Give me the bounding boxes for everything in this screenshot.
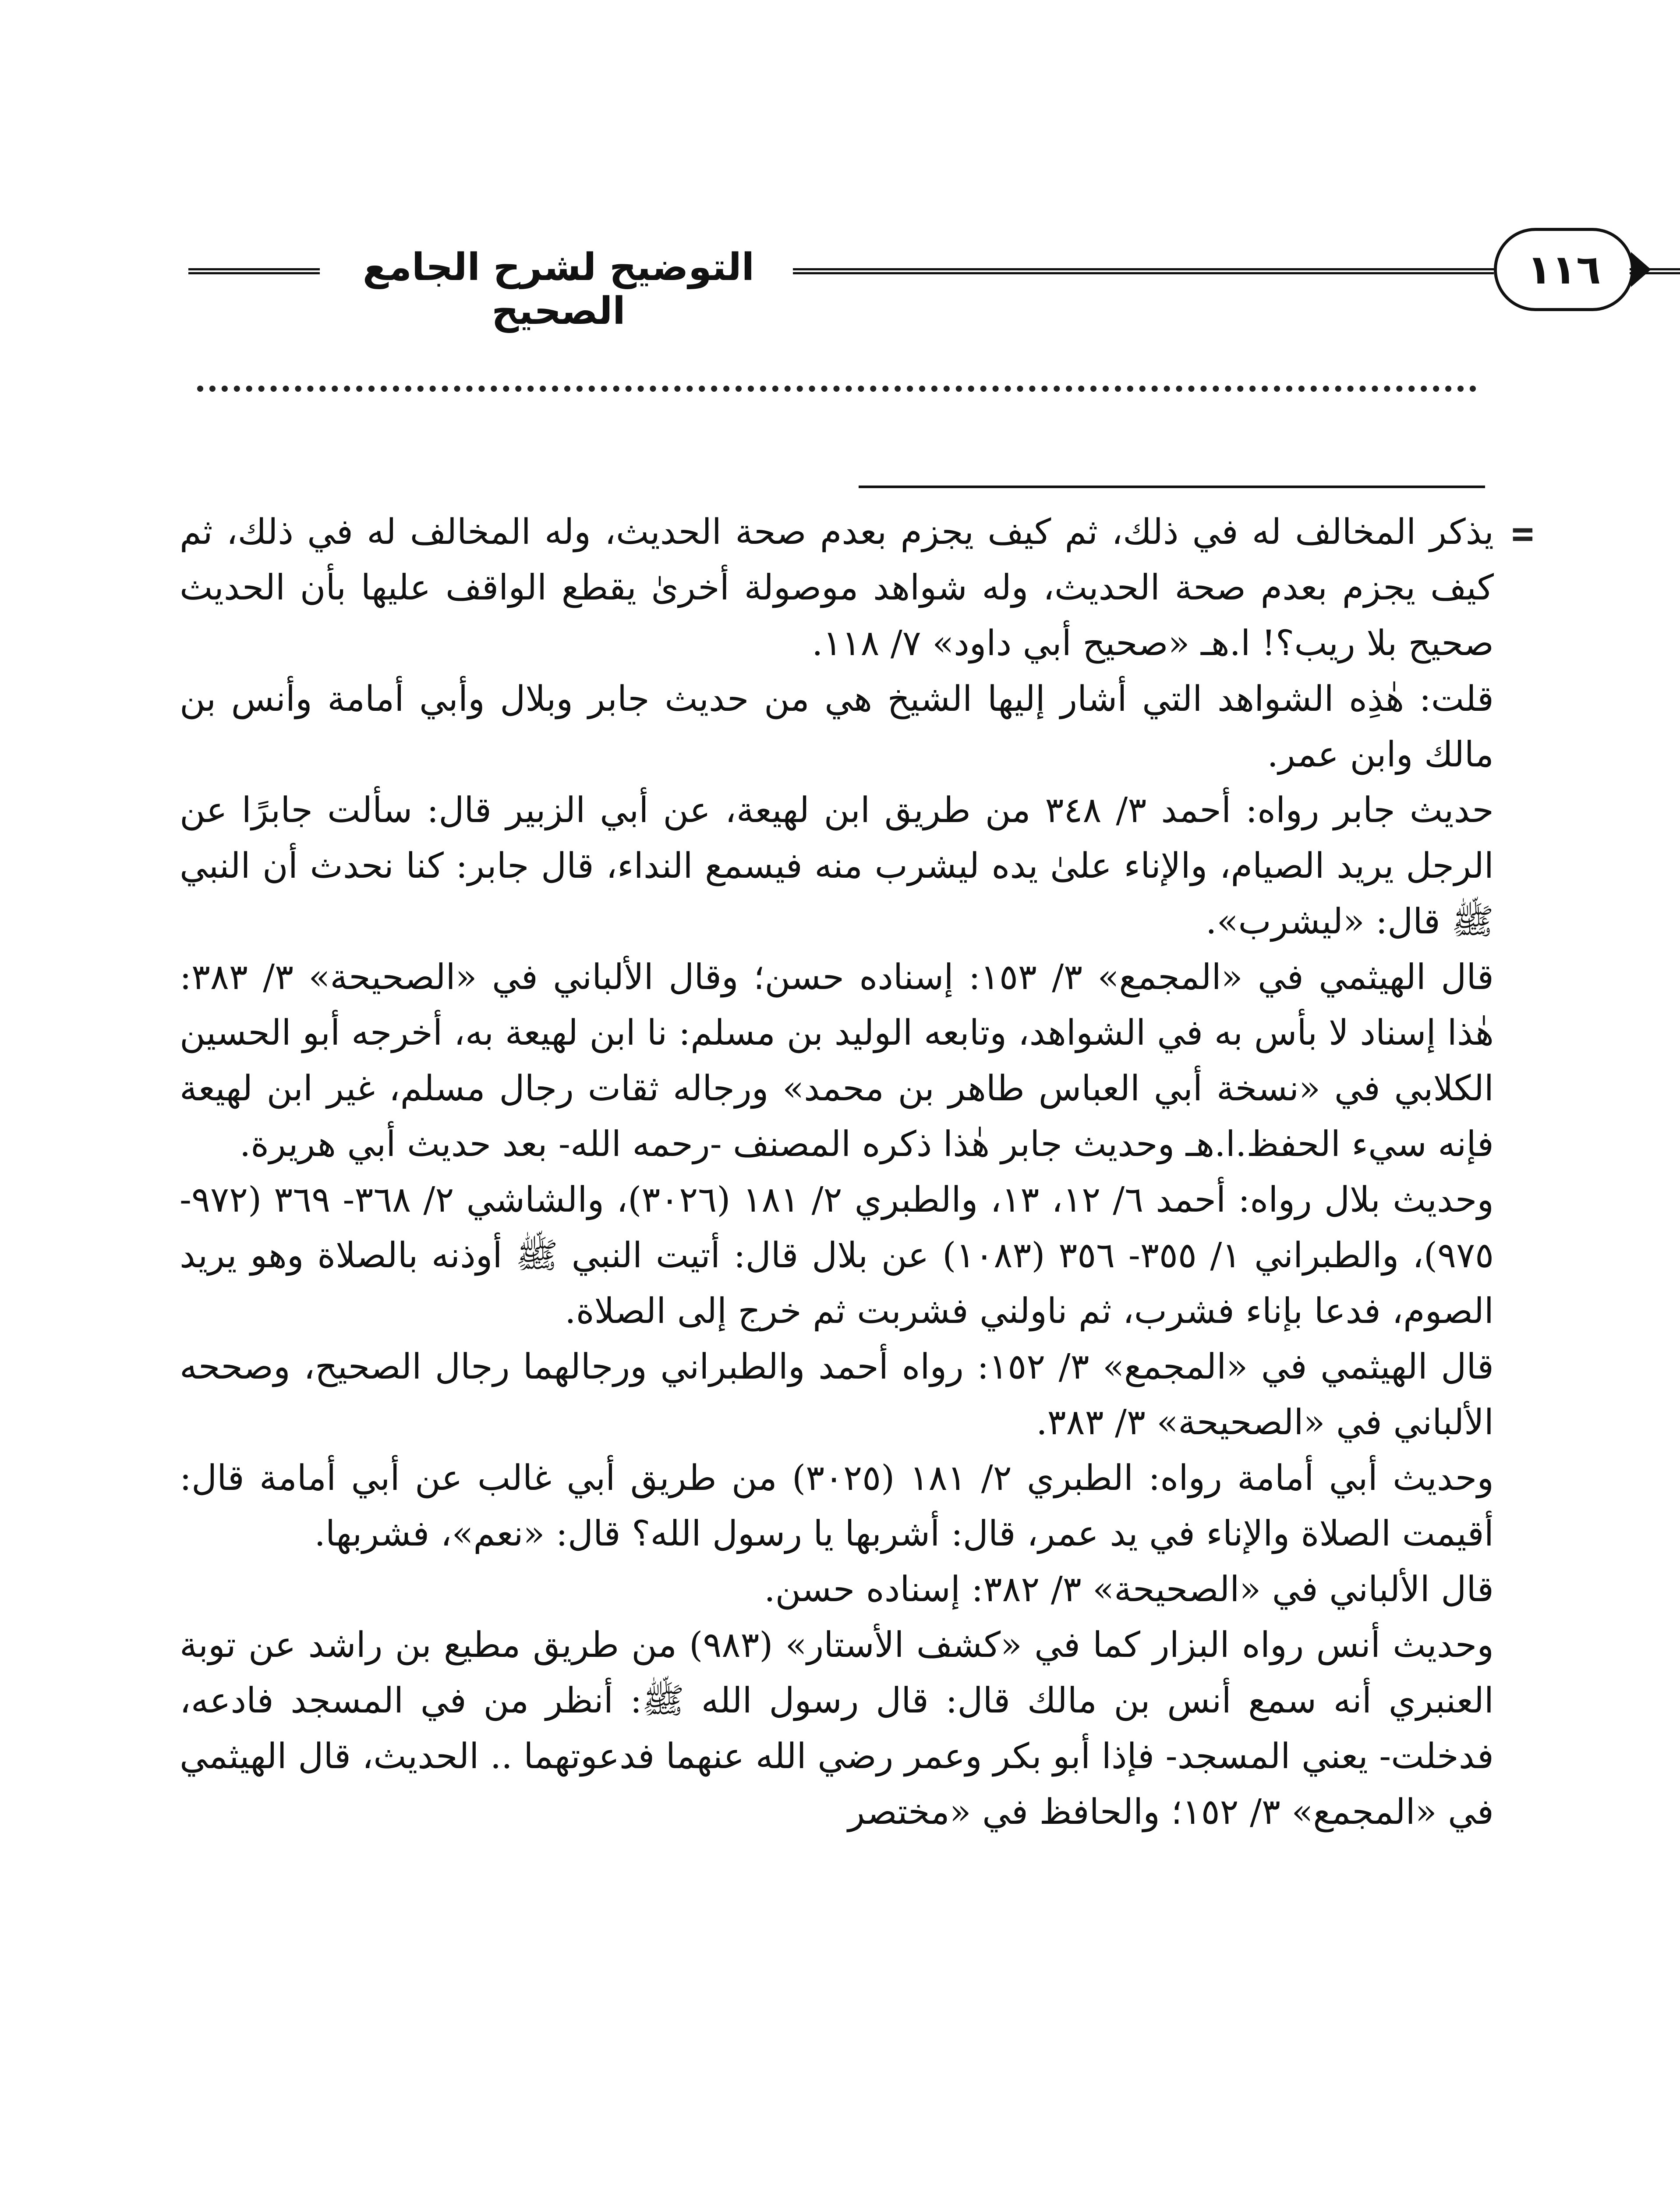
- paragraph-8: قال الألباني في «الصحيحة» ٣/ ٣٨٢: إسناده حسن.: [764, 1569, 1494, 1610]
- paragraph-7: وحديث أبي أمامة رواه: الطبري ٢/ ١٨١ (٣٠٢٥) من طريق أبي غالب عن أبي أمامة قال: أقيمت الصلاة والإناء في يد عمر، قال: أشربها يا رسول الله؟ قال: «نعم»، فشربها.: [180, 1457, 1494, 1554]
- page-header: [188, 228, 1601, 333]
- paragraph-1: يذكر المخالف له في ذلك، ثم كيف يجزم بعدم صحة الحديث، وله المخالف له في ذلك، ثم كيف يجزم بعدم صحة الحديث، وله شواهد موصولة أخرىٰ يقطع الواقف عليها بأن الحديث صحيح بلا ريب؟! ا.هـ «صحيح أبي داود» ٧/ ١١٨.: [180, 511, 1494, 663]
- header-rule-middle: [793, 268, 1494, 274]
- dotted-separator: [197, 386, 1476, 392]
- page-number: ١١٦: [1527, 246, 1601, 293]
- paragraph-3: حديث جابر رواه: أحمد ٣/ ٣٤٨ من طريق ابن لهيعة، عن أبي الزبير قال: سألت جابرًا عن الرجل يريد الصيام، والإناء علىٰ يده ليشرب منه فيسمع النداء، قال جابر: كنا نحدث أن النبي ﷺ قال: «ليشرب».: [180, 790, 1494, 942]
- paragraph-6: قال الهيثمي في «المجمع» ٣/ ١٥٢: رواه أحمد والطبراني ورجالهما رجال الصحيح، وصححه الألباني في «الصحيحة» ٣/ ٣٨٣.: [180, 1346, 1494, 1443]
- header-rule-left: [188, 268, 320, 274]
- footnote-rule: [859, 486, 1485, 488]
- running-title: التوضيح لشرح الجامع الصحيح: [362, 245, 755, 333]
- header-rule-right: [1630, 268, 1680, 274]
- paragraph-5: وحديث بلال رواه: أحمد ٦/ ١٢، ١٣، والطبري ٢/ ١٨١ (٣٠٢٦)، والشاشي ٢/ ٣٦٨- ٣٦٩ (٩٧٢- ٩٧٥)، والطبراني ١/ ٣٥٥- ٣٥٦ (١٠٨٣) عن بلال قال: أتيت النبي ﷺ أوذنه بالصلاة وهو يريد الصوم، فدعا بإناء فشرب، ثم ناولني فشربت ثم خرج إلى الصلاة.: [180, 1179, 1494, 1331]
- continuation-mark-start: =: [1511, 512, 1534, 556]
- page-number-frame: [1494, 228, 1634, 311]
- paragraph-9: وحديث أنس رواه البزار كما في «كشف الأستار» (٩٨٣) من طريق مطيع بن راشد عن توبة العنبري أنه سمع أنس بن مالك قال: قال رسول الله ﷺ: أنظر من في المسجد فادعه، فدخلت- يعني المسجد- فإذا أبو بكر وعمر رضي الله عنهما فدعوتهما .. الحديث، قال الهيثمي في «المجمع» ٣/ ١٥٢؛ والحافظ في «مختصر: [180, 1624, 1494, 1832]
- paragraph-4: قال الهيثمي في «المجمع» ٣/ ١٥٣: إسناده حسن؛ وقال الألباني في «الصحيحة» ٣/ ٣٨٣: هٰذا إسناد لا بأس به في الشواهد، وتابعه الوليد بن مسلم: نا ابن لهيعة به، أخرجه أبو الحسين الكلابي في «نسخة أبي العباس طاهر بن محمد» ورجاله ثقات رجال مسلم، غير ابن لهيعة فإنه سيء الحفظ.ا.هـ وحديث جابر هٰذا ذكره المصنف -رحمه الله- بعد حديث أبي هريرة.: [180, 957, 1494, 1164]
- paragraph-2: قلت: هٰذِه الشواهد التي أشار إليها الشيخ هي من حديث جابر وبلال وأبي أمامة وأنس بن مالك وابن عمر.: [180, 678, 1494, 775]
- footnote-text: [180, 504, 1494, 1840]
